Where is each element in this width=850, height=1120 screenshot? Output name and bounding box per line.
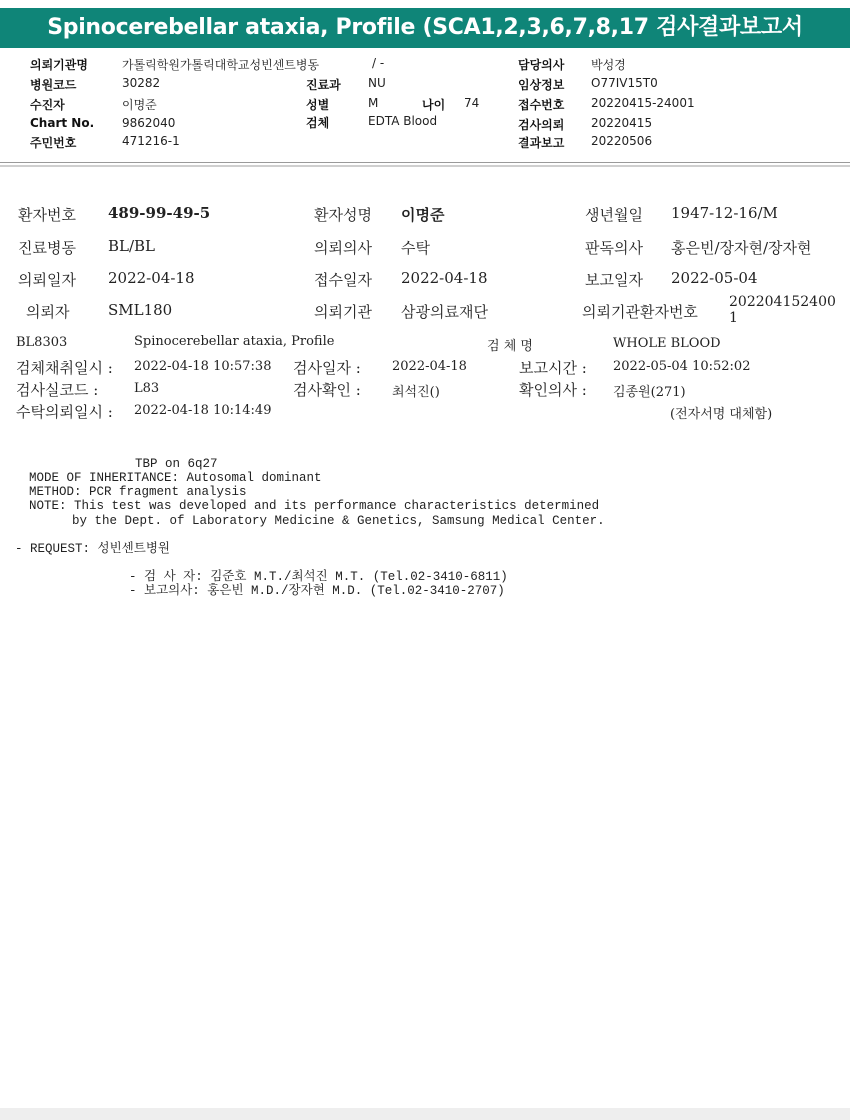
patient-no-label: 환자번호 [18,206,76,224]
requester-value: SML180 [108,301,173,319]
result-line-gene: TBP on 6q27 [135,457,218,471]
specimen-name-value: WHOLE BLOOD [613,336,721,351]
patient-name-label: 환자성명 [314,206,372,224]
result-line-note-cont: by the Dept. of Laboratory Medicine & Genetics, Samsung Medical Center. [72,514,605,528]
department-value: NU [368,76,386,90]
requester-label: 의뢰자 [26,303,70,321]
result-line-method: METHOD: PCR fragment analysis [29,485,247,499]
receipt-no-value: 20220415-24001 [591,96,695,110]
staff-line-reporters: - 보고의사: 홍은빈 M.D./장자현 M.D. (Tel.02-3410-2707) [129,584,505,598]
test-confirm-value: 최석진() [392,385,440,400]
ward-value: / - [372,56,385,70]
ward-code-value: BL/BL [108,237,156,255]
report-time-label: 보고시간 : [519,359,587,377]
collection-time-label: 검체채취일시 : [16,359,113,377]
collection-time-value: 2022-04-18 10:57:38 [134,359,272,374]
clinical-info-label: 임상정보 [518,78,565,92]
institution-value: 가톨릭학원가톨릭대학교성빈센트병동 [122,58,320,72]
sex-label: 성별 [306,98,330,112]
request-date-value: 2022-04-18 [108,269,195,287]
result-report-value: 20220506 [591,134,653,148]
birthdate-label: 생년월일 [585,206,643,224]
confirming-doctor-value: 김종원(271) [613,385,686,400]
test-request-value: 20220415 [591,116,653,130]
institution-patient-no-value-1: 202204152400 [729,294,836,310]
commission-time-value: 2022-04-18 10:14:49 [134,403,272,418]
result-report-label: 결과보고 [518,136,565,150]
birthdate-value: 1947-12-16/M [671,204,778,222]
staff-line-testers: - 검 사 자: 김준호 M.T./최석진 M.T. (Tel.02-3410-6811) [129,570,508,584]
specimen-value: EDTA Blood [368,114,438,128]
specimen-label: 검체 [306,116,330,130]
sex-value: M [368,96,379,110]
institution-patient-no-value-2: 1 [729,310,738,326]
ward-label: 진료병동 [18,239,76,257]
attending-doctor-label: 담당의사 [518,58,565,72]
lab-code-label: 검사실코드 : [16,381,99,399]
chart-no-label: Chart No. [30,116,95,130]
report-time-value: 2022-05-04 10:52:02 [613,359,751,374]
department-label: 진료과 [306,78,341,92]
patient-name-value: 이명준 [401,206,445,224]
request-line: - REQUEST: 성빈센트병원 [15,542,170,556]
result-line-note: NOTE: This test was developed and its performance characteristics determined [29,499,600,513]
test-request-label: 검사의뢰 [518,118,565,132]
request-date-label: 의뢰일자 [18,271,76,289]
receipt-date-value: 2022-04-18 [401,269,488,287]
lab-code-value: L83 [134,381,160,396]
institution-patient-no-label: 의뢰기관환자번호 [582,303,698,321]
hospital-code-label: 병원코드 [30,78,77,92]
report-date-label: 보고일자 [585,271,643,289]
reading-doctor-value: 홍은빈/장자현/장자현 [671,239,812,257]
report-date-value: 2022-05-04 [671,269,758,287]
hospital-code-value: 30282 [122,76,161,90]
chart-no-value: 9862040 [122,116,176,130]
resident-no-label: 주민번호 [30,136,77,150]
requesting-institution-label: 의뢰기관 [314,303,372,321]
examinee-value: 이명준 [122,98,157,112]
resident-no-value: 471216-1 [122,134,180,148]
commission-time-label: 수탁의뢰일시 : [16,403,113,421]
institution-label: 의뢰기관명 [30,58,88,72]
referring-doctor-value: 수탁 [401,239,430,257]
age-label: 나이 [422,98,446,112]
e-signature-note: (전자서명 대체함) [670,407,773,422]
confirming-doctor-label: 확인의사 : [519,381,587,399]
attending-doctor-value: 박성경 [591,58,626,72]
test-name: Spinocerebellar ataxia, Profile [134,334,335,349]
bottom-bar [0,1108,850,1120]
referring-doctor-label: 의뢰의사 [314,239,372,257]
report-title: Spinocerebellar ataxia, Profile (SCA1,2,3,6,7,8,17 검사결과보고서 [0,8,850,48]
requesting-institution-value: 삼광의료재단 [401,303,488,321]
specimen-name-label: 검 체 명 [487,339,533,354]
receipt-date-label: 접수일자 [314,271,372,289]
test-confirm-label: 검사확인 : [293,381,361,399]
header-divider-shadow [0,165,850,167]
patient-no-value: 489-99-49-5 [108,204,211,222]
test-date-label: 검사일자 : [293,359,361,377]
header-divider [0,162,850,163]
test-date-value: 2022-04-18 [392,359,467,374]
receipt-no-label: 접수번호 [518,98,565,112]
result-line-inheritance: MODE OF INHERITANCE: Autosomal dominant [29,471,322,485]
age-value: 74 [464,96,480,110]
examinee-label: 수진자 [30,98,65,112]
reading-doctor-label: 판독의사 [585,239,643,257]
clinical-info-value: O77IV15T0 [591,76,658,90]
test-code: BL8303 [16,335,68,350]
